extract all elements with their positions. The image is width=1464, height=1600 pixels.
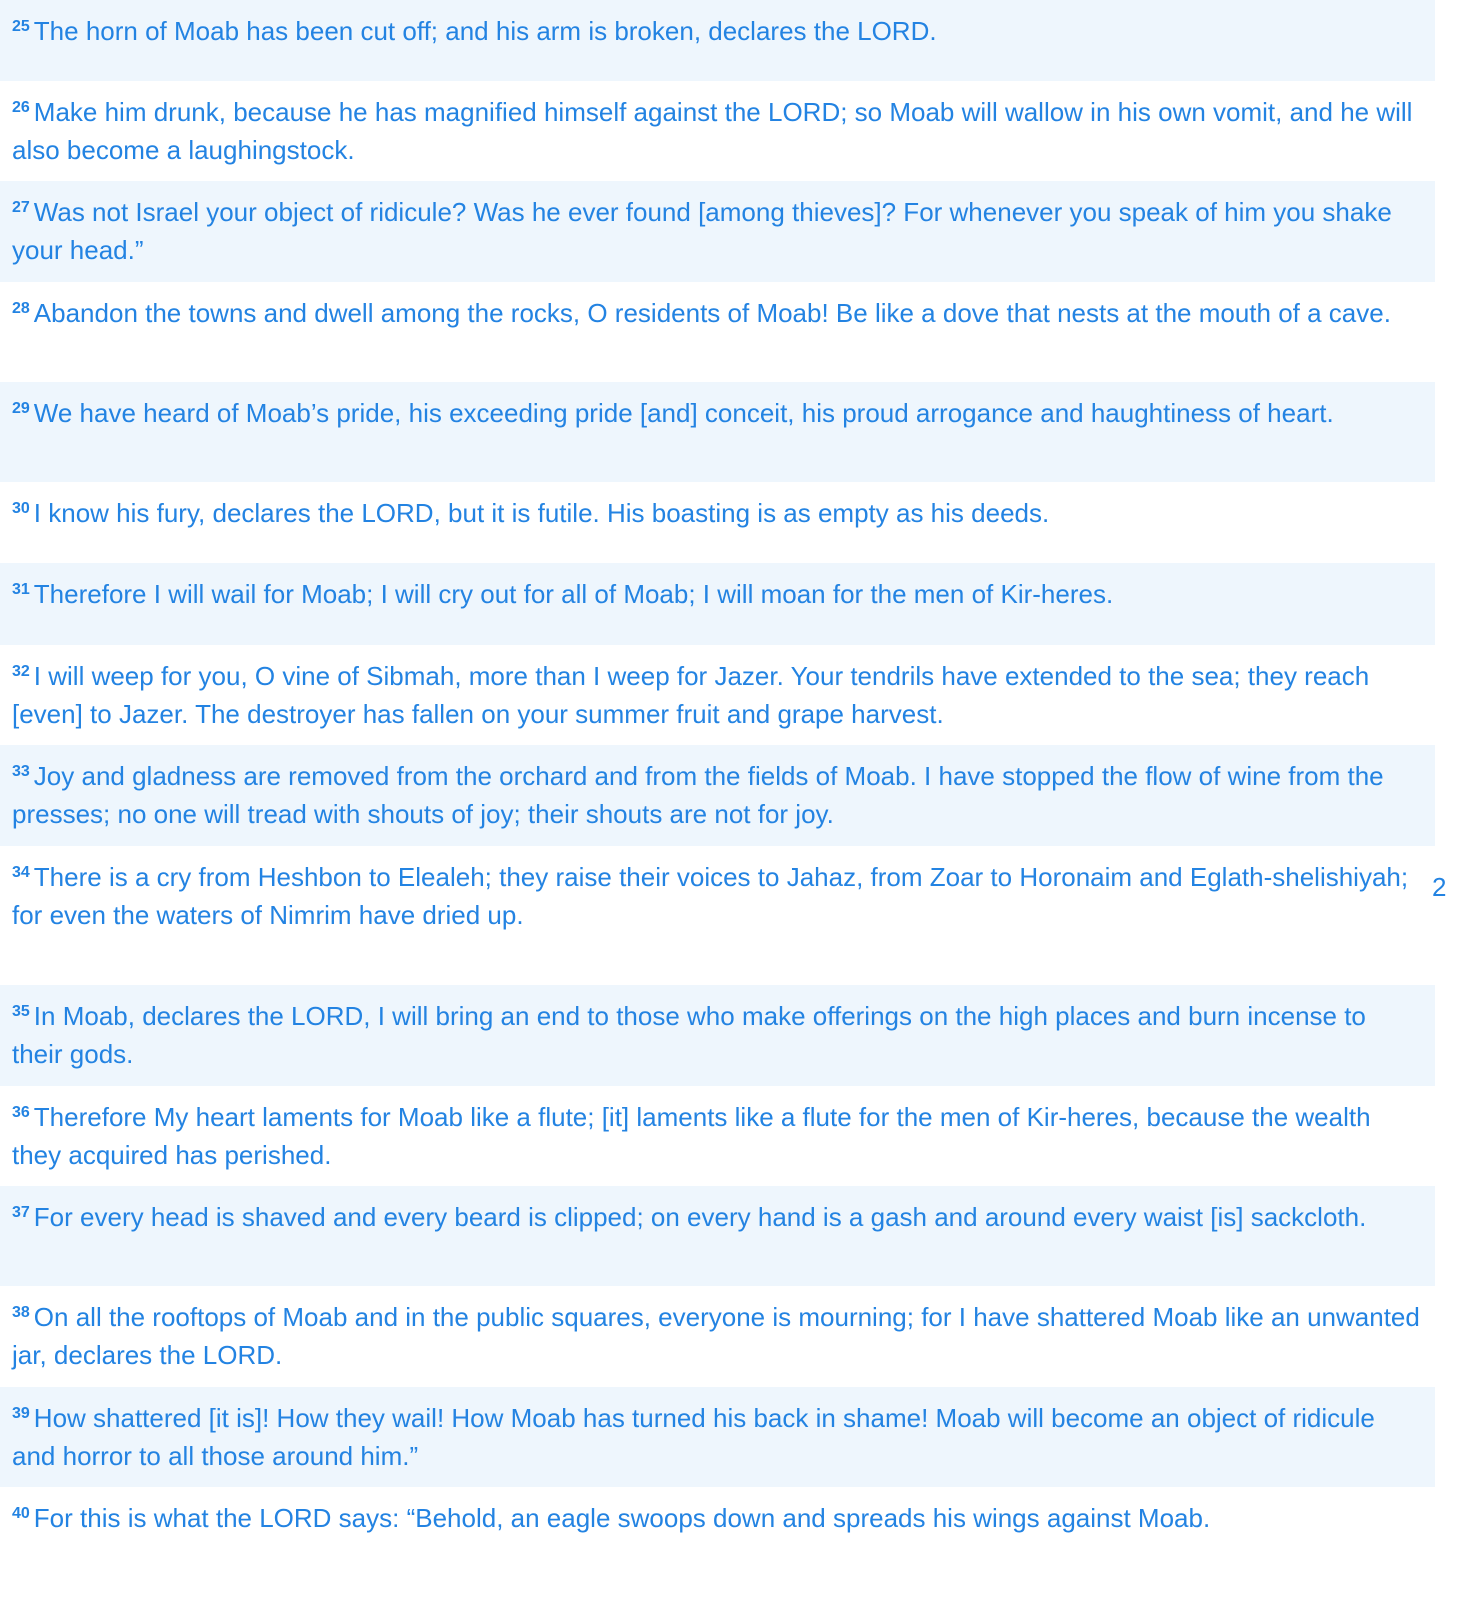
verse-27[interactable]: [0, 181, 1435, 282]
verse-33[interactable]: [0, 745, 1435, 846]
verse-text: Therefore My heart laments for Moab like a flute; [it] laments like a flute for the men of Kir-heres, because the wealth they acquired has perished.: [12, 1102, 1371, 1170]
verse-text: I will weep for you, O vine of Sibmah, more than I weep for Jazer. Your tendrils have extended to the sea; they reach [even] to Jazer. The destroyer has fallen on your summer fruit and grape harvest.: [12, 661, 1370, 729]
verse-37[interactable]: [0, 1186, 1435, 1286]
verse-25[interactable]: [0, 0, 1435, 81]
verse-31[interactable]: [0, 563, 1435, 645]
verse-number: 39: [12, 1405, 30, 1422]
verse-text: Make him drunk, because he has magnified himself against the LORD; so Moab will wallow in his own vomit, and he will also become a laughingstock.: [12, 97, 1413, 165]
verse-number: 37: [12, 1204, 30, 1221]
verse-29[interactable]: [0, 382, 1435, 482]
verse-number: 40: [12, 1505, 30, 1522]
verse-number: 31: [12, 581, 30, 598]
verse-40[interactable]: [0, 1487, 1435, 1567]
verse-text: There is a cry from Heshbon to Elealeh; they raise their voices to Jahaz, from Zoar to Horonaim and Eglath-shelishiyah; for even the waters of Nimrim have dried up.: [12, 862, 1409, 930]
verse-number: 25: [12, 18, 30, 35]
verse-number: 36: [12, 1104, 30, 1121]
verse-text: I know his fury, declares the LORD, but it is futile. His boasting is as empty as his deeds.: [33, 498, 1050, 528]
verse-text: On all the rooftops of Moab and in the public squares, everyone is mourning; for I have shattered Moab like an unwanted jar, declares the LORD.: [12, 1302, 1420, 1370]
verse-35[interactable]: [0, 985, 1435, 1086]
verse-number: 33: [12, 763, 30, 780]
verse-text: The horn of Moab has been cut off; and his arm is broken, declares the LORD.: [33, 16, 937, 46]
verse-text: Therefore I will wail for Moab; I will cry out for all of Moab; I will moan for the men of Kir-heres.: [33, 579, 1114, 609]
verse-number: 34: [12, 864, 30, 881]
verse-28[interactable]: [0, 282, 1435, 382]
verse-36[interactable]: [0, 1086, 1435, 1186]
verse-text: We have heard of Moab’s pride, his exceeding pride [and] conceit, his proud arrogance and haughtiness of heart.: [33, 398, 1334, 428]
verse-text: Abandon the towns and dwell among the rocks, O residents of Moab! Be like a dove that nests at the mouth of a cave.: [33, 298, 1391, 328]
verse-26[interactable]: [0, 81, 1435, 181]
verse-text: How shattered [it is]! How they wail! How Moab has turned his back in shame! Moab will become an object of ridicule and horror to all those around him.”: [12, 1403, 1375, 1471]
verse-text: For every head is shaved and every beard is clipped; on every hand is a gash and around every waist [is] sackcloth.: [33, 1202, 1367, 1232]
verse-number: 27: [12, 199, 30, 216]
verse-text: Joy and gladness are removed from the orchard and from the fields of Moab. I have stopped the flow of wine from the presses; no one will tread with shouts of joy; their shouts are not for joy.: [12, 761, 1384, 829]
verse-32[interactable]: [0, 645, 1435, 745]
verse-39[interactable]: [0, 1387, 1435, 1487]
verse-number: 32: [12, 663, 30, 680]
verse-number: 30: [12, 500, 30, 517]
clipped-column-glyph: 2: [1432, 872, 1446, 902]
verse-number: 29: [12, 400, 30, 417]
verse-number: 38: [12, 1304, 30, 1321]
verse-number: 26: [12, 99, 30, 116]
verse-30[interactable]: [0, 482, 1435, 563]
verse-text: Was not Israel your object of ridicule? Was he ever found [among thieves]? For whenever you speak of him you shake your head.”: [12, 197, 1392, 265]
verse-text: For this is what the LORD says: “Behold, an eagle swoops down and spreads his wings against Moab.: [33, 1503, 1211, 1533]
verse-number: 35: [12, 1003, 30, 1020]
verse-text: In Moab, declares the LORD, I will bring an end to those who make offerings on the high places and burn incense to their gods.: [12, 1001, 1366, 1069]
verse-38[interactable]: [0, 1286, 1435, 1387]
verse-number: 28: [12, 300, 30, 317]
verse-34[interactable]: [0, 846, 1435, 985]
